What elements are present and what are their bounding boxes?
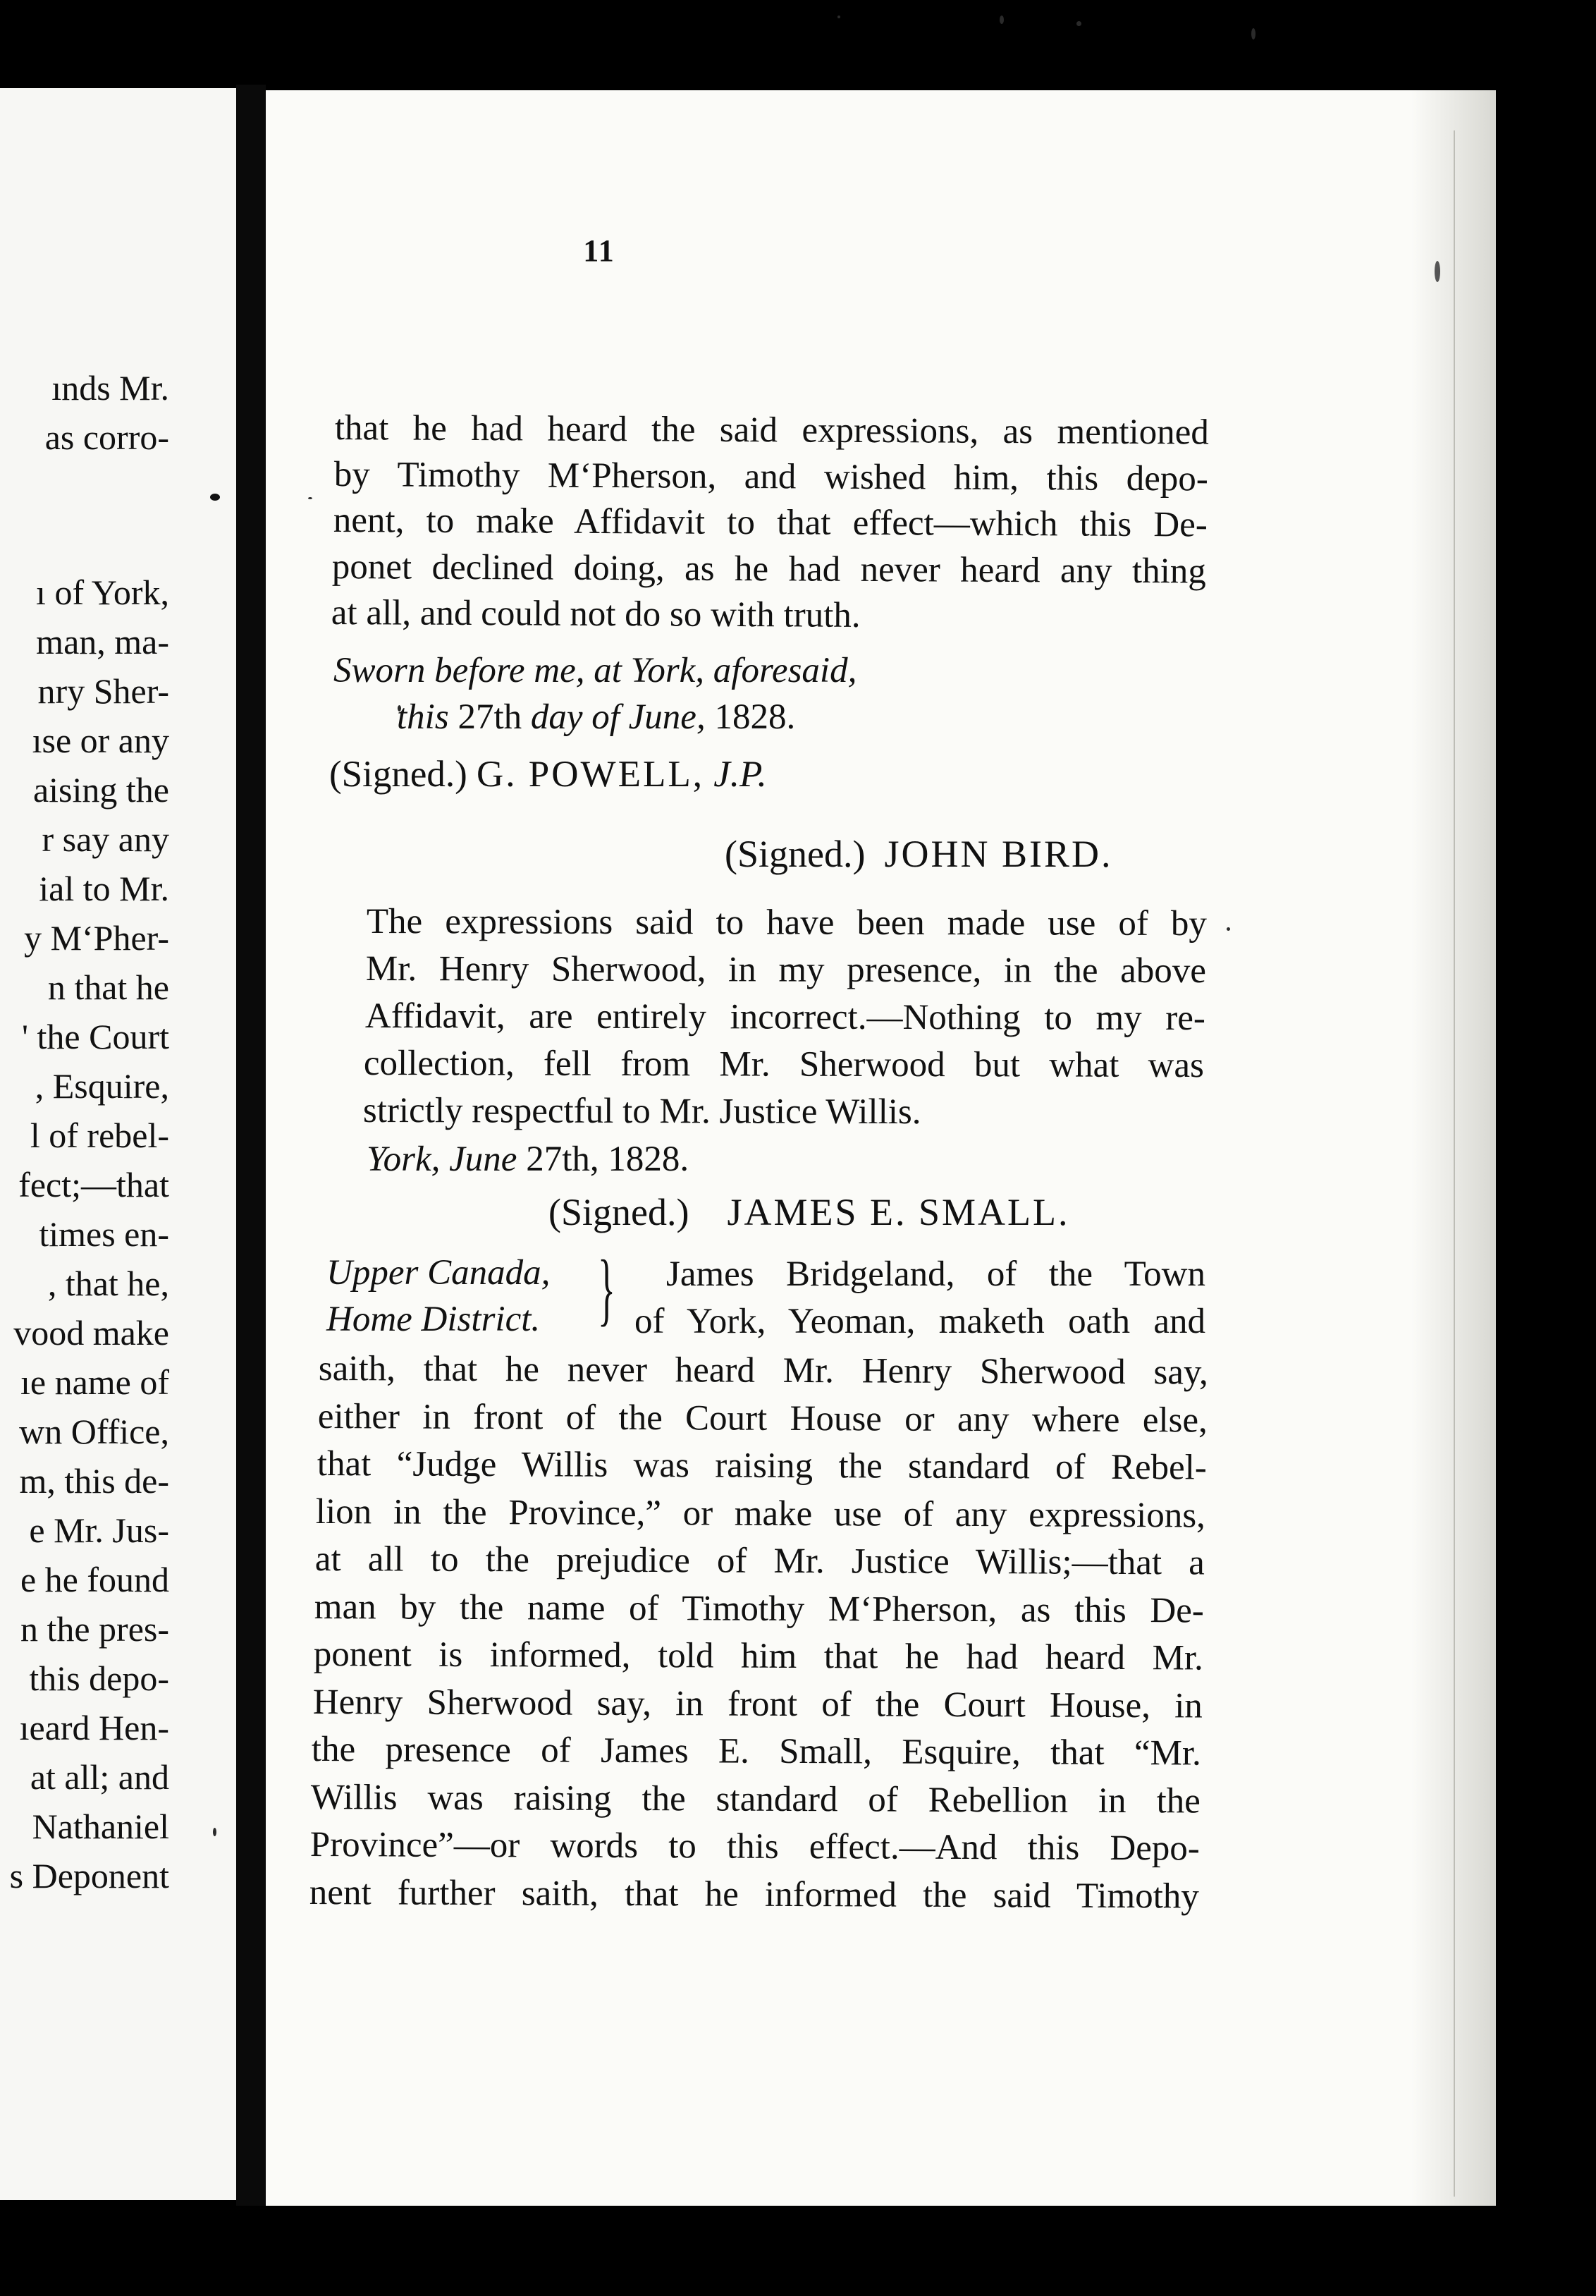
small-date-line [367, 1139, 689, 1180]
statement-small-line: Affidavit, are entirely incorrect.—Nothing to my re- [364, 996, 1205, 1039]
small-name: JAMES E. SMALL. [727, 1191, 1070, 1233]
left-page-line: times en- [39, 1214, 169, 1254]
left-page-line: ial to Mr. [39, 869, 169, 908]
affidavit-bridgeland-line: lion in the Province,” or make use of any expressions, [316, 1491, 1206, 1536]
jp-name: G. POWELL, [477, 754, 704, 795]
affidavit-bird-line: by Timothy M‘Pherson, and wished him, this depo- [333, 454, 1208, 499]
left-page-line: , Esquire, [35, 1066, 169, 1106]
left-page-line: Nathaniel [32, 1807, 169, 1846]
statement-small-line: strictly respectful to Mr. Justice Willis. [363, 1091, 921, 1132]
left-page-line: ıeard Hen- [19, 1708, 169, 1747]
bird-signature-line [725, 832, 1113, 876]
affidavit-bird-line: ponet declined doing, as he had never heard any thing [332, 546, 1207, 591]
bird-signed-label: (Signed.) [725, 833, 866, 875]
jp-signature-line [329, 753, 767, 795]
left-page-line: , that he, [47, 1264, 169, 1303]
affidavit-bird-line: at all, and could not do so with truth. [331, 593, 861, 635]
left-page-line: n that he [47, 967, 169, 1007]
left-page-line: ıse or any [32, 721, 169, 760]
affidavit-bridgeland-line: that “Judge Willis was raising the standard of Rebel- [317, 1444, 1207, 1488]
left-page-line: s Deponent [9, 1856, 169, 1895]
jp-title: J.P. [713, 754, 767, 795]
scan-speck [308, 497, 312, 499]
scan-speck [1227, 927, 1230, 931]
left-page-line: nry Sher- [37, 671, 169, 711]
sworn-date-this: this [397, 697, 449, 737]
left-page-line: r say any [42, 819, 169, 859]
left-page-line: l of rebel- [30, 1116, 169, 1155]
bird-name: JOHN BIRD. [884, 833, 1113, 875]
left-page-line: this depo- [29, 1659, 169, 1698]
left-page-line: ınds Mr. [51, 368, 169, 408]
sworn-date-day: 27th [458, 697, 522, 737]
left-page-line: vood make [13, 1313, 169, 1352]
affidavit-bridgeland-line: man by the name of Timothy M‘Pherson, as this De- [314, 1587, 1204, 1631]
sworn-date-month: day of June, [530, 697, 706, 737]
affidavit-bridgeland-line: Willis was raising the standard of Rebellion in the [310, 1777, 1201, 1821]
small-date: 27th, 1828. [526, 1140, 689, 1179]
left-page-line: ' the Court [22, 1017, 169, 1056]
affidavit-bridgeland-line: saith, that he never heard Mr. Henry Sherwood say, [318, 1349, 1208, 1393]
affidavit-bird-line: that he had heard the said expressions, as mentioned [334, 408, 1209, 453]
left-page-line: n the pres- [20, 1609, 169, 1649]
affidavit-bridgeland-line: at all to the prejudice of Mr. Justice Willis;—that a [314, 1539, 1205, 1583]
statement-small-line: The expressions said to have been made use of by [366, 902, 1207, 944]
left-page-line: y M‘Pher- [24, 918, 169, 958]
venue-brace: } [598, 1244, 615, 1333]
bridgeland-head-line-1: James Bridgeland, of the Town [666, 1254, 1205, 1294]
scan-speck [1000, 16, 1004, 24]
jp-signed-label: (Signed.) [329, 754, 467, 795]
left-page-line: as corro- [44, 417, 169, 457]
affidavit-bridgeland-line: nent further saith, that he informed the said Timothy [309, 1872, 1199, 1917]
venue-home-district: Home District. [326, 1300, 541, 1339]
left-page-line: fect;—that [18, 1165, 169, 1204]
affidavit-bridgeland-line: ponent is informed, told him that he had heard Mr. [313, 1635, 1203, 1678]
left-page [0, 88, 236, 2200]
sworn-date-year: 1828. [714, 697, 796, 737]
scan-bottom-border [0, 2206, 1596, 2296]
left-page-line: m, this de- [19, 1461, 169, 1501]
left-page-line: man, ma- [36, 622, 169, 661]
affidavit-bridgeland-line: the presence of James E. Small, Esquire, that “Mr. [312, 1730, 1202, 1773]
book-gutter [236, 85, 266, 2207]
page-number: 11 [583, 233, 615, 268]
small-signed-label: (Signed.) [548, 1191, 689, 1233]
scan-speck [213, 1828, 216, 1836]
affidavit-bridgeland-line: Province”—or words to this effect.—And this Depo- [309, 1825, 1200, 1869]
small-place: York, June [367, 1140, 517, 1179]
scan-speck [1076, 21, 1081, 26]
left-page-line: at all; and [30, 1757, 169, 1797]
statement-small-line: collection, fell from Mr. Sherwood but what was [364, 1044, 1205, 1086]
left-page-line: aising the [32, 770, 169, 810]
scan-speck [837, 16, 840, 18]
left-page-line: e he found [20, 1560, 169, 1599]
left-page-line: e Mr. Jus- [29, 1510, 169, 1550]
affidavit-bridgeland-line: either in front of the Court House or any where else, [317, 1396, 1208, 1441]
left-page-line: wn Office, [19, 1412, 169, 1451]
small-signature-line [548, 1190, 1070, 1234]
bridgeland-head-line-2: of York, Yeoman, maketh oath and [634, 1302, 1205, 1341]
scan-speck [210, 494, 220, 501]
statement-small-line: Mr. Henry Sherwood, in my presence, in the above [365, 949, 1206, 991]
venue-upper-canada: Upper Canada, [326, 1253, 551, 1293]
affidavit-bird-line: nent, to make Affidavit to that effect—which this De- [333, 501, 1208, 545]
left-page-line: ıe name of [20, 1362, 169, 1402]
sworn-date-line [397, 697, 795, 738]
sworn-before-line: Sworn before me, at York, aforesaid, [333, 651, 857, 690]
scan-speck [1435, 261, 1440, 282]
scan-speck [1251, 28, 1256, 39]
page-fold-line [1454, 130, 1455, 2197]
affidavit-bridgeland-line: Henry Sherwood say, in front of the Court House, in [312, 1682, 1203, 1726]
left-page-line: ı of York, [36, 573, 169, 612]
